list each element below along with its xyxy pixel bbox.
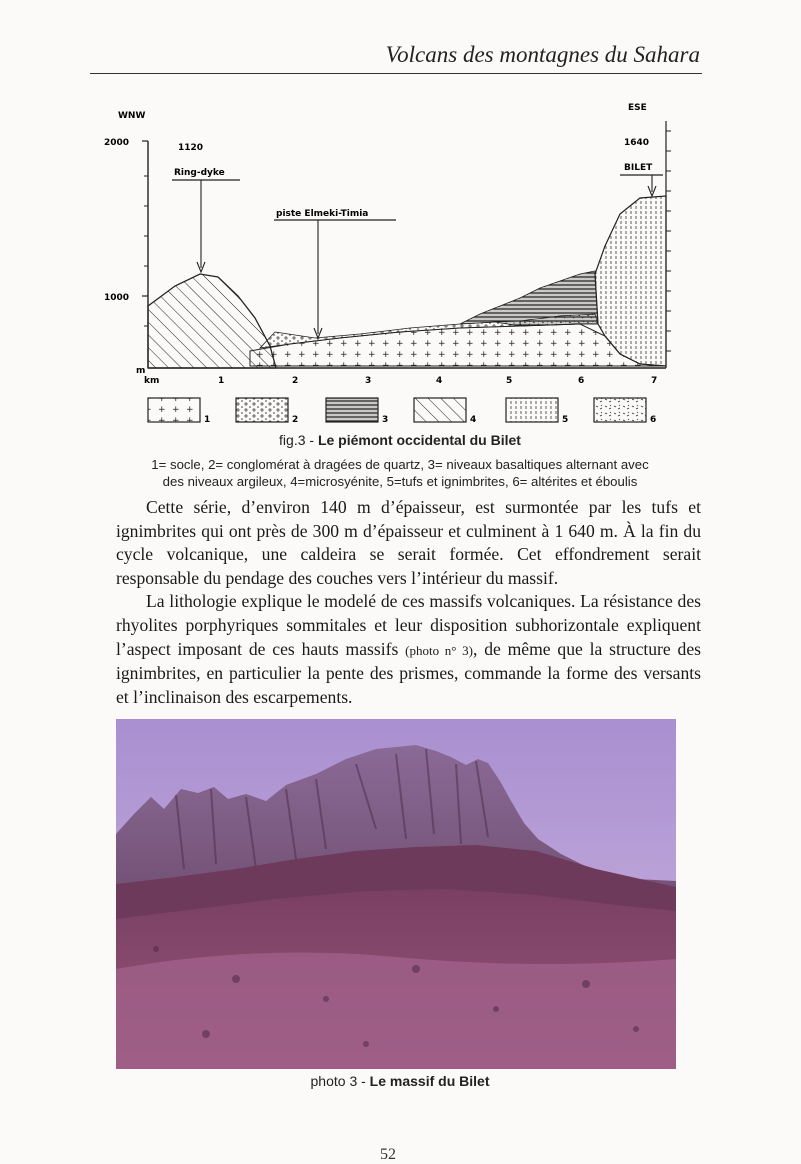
paragraph-2-part-b: , de même que la structure des ignimbrites, en particulier la pente des prismes, commande la forme des versants et l’inclinaison des escarpements. (116, 638, 702, 707)
direction-east-label: ESE (628, 103, 647, 113)
photo-caption-title: Le massif du Bilet (369, 1073, 490, 1089)
legend-number-2: 2 (292, 415, 299, 425)
legend-number-4: 4 (470, 415, 477, 425)
figure-legend-text (80, 456, 720, 490)
running-title: Volcans des montagnes du Sahara (385, 42, 700, 67)
peak-right-name: BILET (624, 163, 653, 173)
x-tick-4: 4 (436, 376, 443, 386)
photo-reference: (photo n° 3) (405, 642, 473, 658)
legend-number-3: 3 (382, 415, 389, 425)
bilet-massif-photo (116, 719, 676, 1069)
photo-caption-prefix: photo 3 - (310, 1073, 370, 1089)
header-rule (90, 73, 702, 74)
figure-legend (148, 398, 656, 425)
legend-line-2: des niveaux argileux, 4=microsyénite, 5=tufs et ignimbrites, 6= altérites et éboulis (162, 474, 638, 489)
track-label: piste Elmeki-Timia (276, 209, 369, 219)
x-tick-5: 5 (506, 376, 513, 386)
x-tick-1: 1 (218, 376, 225, 386)
alt-1000-label: 1000 (104, 293, 130, 303)
figure-caption-title: Le piémont occidental du Bilet (317, 432, 521, 448)
paragraph-1: Cette série, d’environ 140 m d’épaisseur, est surmontée par les tufs et ignimbrites qui ont près de 300 m d’épaisseur et culminent à 1 640 m. À la fin du cycle volcanique, une caldeira se serait formée. Cet effondrement serait responsable du pendage des couches vers l’intérieur du massif. (116, 497, 701, 588)
legend-swatch-5 (506, 398, 558, 422)
body-text (116, 496, 701, 709)
legend-number-6: 6 (650, 415, 657, 425)
legend-swatch-1 (148, 398, 200, 422)
geological-cross-section (100, 96, 700, 431)
photo-caption (80, 1073, 720, 1089)
figure-caption-prefix: fig.3 - (279, 432, 318, 448)
figure-caption (80, 432, 720, 448)
legend-number-1: 1 (204, 415, 211, 425)
paragraph-2 (116, 590, 701, 709)
peak-left-altitude: 1120 (178, 143, 204, 153)
layer-microsyenite (148, 274, 276, 368)
legend-swatch-4 (414, 398, 466, 422)
legend-line-1: 1= socle, 2= conglomérat à dragées de quartz, 3= niveaux basaltiques alternant avec (151, 457, 649, 472)
legend-swatch-6 (594, 398, 646, 422)
alt-unit-label: m (136, 366, 146, 376)
photo-image (116, 719, 676, 1069)
peak-right-altitude: 1640 (624, 138, 650, 148)
paragraph-2-part-a: La lithologie explique le modelé de ces massifs volcaniques. La résistance des rhyolites porphyriques sommitales et leur disposition subhorizontale expliquent l’aspect imposant de ces hauts massifs (116, 591, 701, 659)
x-tick-3: 3 (365, 376, 372, 386)
x-tick-7: 7 (651, 376, 658, 386)
x-unit-label: km (144, 376, 160, 386)
x-tick-6: 6 (578, 376, 585, 386)
x-tick-2: 2 (292, 376, 299, 386)
legend-swatch-3 (326, 398, 378, 422)
legend-swatch-2 (236, 398, 288, 422)
page-number: 52 (380, 1146, 396, 1163)
legend-number-5: 5 (562, 415, 569, 425)
direction-west-label: WNW (118, 111, 146, 121)
alt-2000-label: 2000 (104, 138, 130, 148)
peak-left-name: Ring-dyke (174, 168, 225, 178)
